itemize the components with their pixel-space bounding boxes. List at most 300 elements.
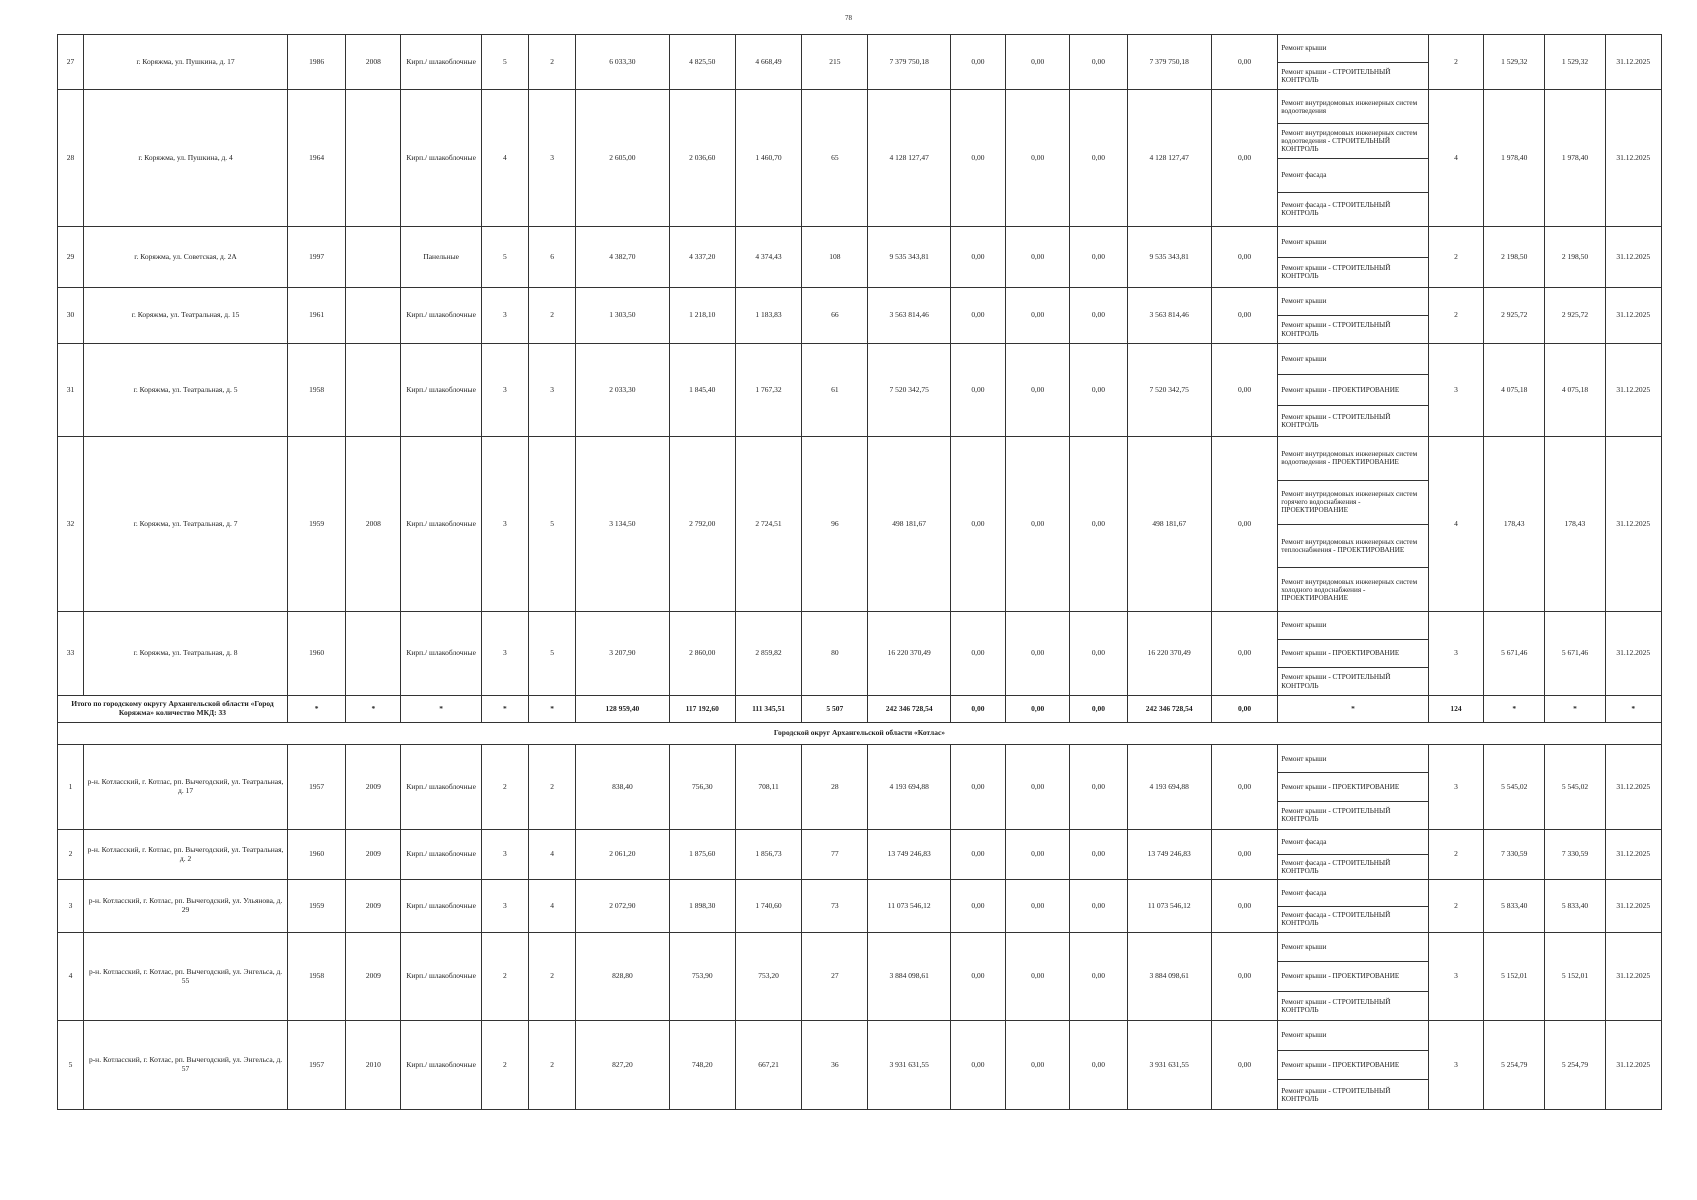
cell-floors: 3 xyxy=(481,437,528,612)
work-item: Ремонт крыши xyxy=(1278,1021,1428,1051)
cell-address: р-н. Котласский, г. Котлас, рп. Вычегодский, ул. Театральная, д. 17 xyxy=(84,745,288,830)
work-item: Ремонт крыши xyxy=(1278,288,1428,316)
cell-year-built: 1964 xyxy=(287,90,345,227)
cell-works xyxy=(1278,288,1429,344)
cell-year-built: 1961 xyxy=(287,288,345,344)
cell-year-built: 1959 xyxy=(287,880,345,933)
cell-address: г. Коряжма, ул. Театральная, д. 15 xyxy=(84,288,288,344)
cell-walls: Кирп./ шлакоблочные xyxy=(401,880,481,933)
cell-entrances: 4 xyxy=(529,830,576,880)
cell-other: 0,00 xyxy=(1211,1021,1277,1110)
cell-area-res: 1 460,70 xyxy=(735,90,801,227)
cell-area-all: 1 845,40 xyxy=(669,344,735,437)
cell-year-repair: 2009 xyxy=(346,745,401,830)
cell-area-all: 753,90 xyxy=(669,933,735,1021)
cell-people: 36 xyxy=(802,1021,868,1110)
cell-owners: 4 193 694,88 xyxy=(1127,745,1211,830)
cell-f3: 0,00 xyxy=(1070,933,1127,1021)
total-f1: 0,00 xyxy=(950,696,1005,723)
cell-floors: 3 xyxy=(481,830,528,880)
cell-date: 31.12.2025 xyxy=(1605,344,1661,437)
total-people: 5 507 xyxy=(802,696,868,723)
cell-f3: 0,00 xyxy=(1070,90,1127,227)
cell-n: 27 xyxy=(58,35,84,90)
cell-f3: 0,00 xyxy=(1070,1021,1127,1110)
cell-people: 108 xyxy=(802,227,868,288)
work-item: Ремонт крыши xyxy=(1278,344,1428,375)
cell-floors: 3 xyxy=(481,880,528,933)
cell-n: 31 xyxy=(58,344,84,437)
cell-max-cost: 7 330,59 xyxy=(1545,830,1605,880)
cell-area-res: 1 856,73 xyxy=(735,830,801,880)
cell-entrances: 2 xyxy=(529,35,576,90)
work-item: Ремонт внутридомовых инженерных систем холодного водоснабжения - ПРОЕКТИРОВАНИЕ xyxy=(1281,577,1418,602)
table-row xyxy=(58,612,1662,696)
total-other: 0,00 xyxy=(1211,696,1277,723)
total-date: * xyxy=(1605,696,1661,723)
total-year-repair: * xyxy=(346,696,401,723)
cell-address: г. Коряжма, ул. Театральная, д. 5 xyxy=(84,344,288,437)
cell-cost-total: 3 563 814,46 xyxy=(868,288,950,344)
cell-entrances: 4 xyxy=(529,880,576,933)
cell-address: г. Коряжма, ул. Пушкина, д. 17 xyxy=(84,35,288,90)
koryazhma-rows xyxy=(58,35,1662,696)
work-item: Ремонт внутридомовых инженерных систем горячего водоснабжения - ПРОЕКТИРОВАНИЕ xyxy=(1278,481,1428,525)
cell-owners: 3 884 098,61 xyxy=(1127,933,1211,1021)
cell-area-res: 1 767,32 xyxy=(735,344,801,437)
cell-walls: Кирп./ шлакоблочные xyxy=(401,344,481,437)
cell-max-cost: 1 529,32 xyxy=(1545,35,1605,90)
cell-year-built: 1957 xyxy=(287,745,345,830)
work-item: Ремонт крыши - СТРОИТЕЛЬНЫЙ КОНТРОЛЬ xyxy=(1281,321,1391,338)
cell-other: 0,00 xyxy=(1211,880,1277,933)
cell-cost-total: 3 884 098,61 xyxy=(868,933,950,1021)
cell-owners: 3 931 631,55 xyxy=(1127,1021,1211,1110)
cell-f2: 0,00 xyxy=(1006,880,1070,933)
cell-works-count: 2 xyxy=(1428,288,1483,344)
cell-people: 80 xyxy=(802,612,868,696)
cell-date: 31.12.2025 xyxy=(1605,35,1661,90)
cell-people: 77 xyxy=(802,830,868,880)
cell-area-total: 2 061,20 xyxy=(576,830,669,880)
cell-works xyxy=(1278,227,1429,288)
cell-area-total: 2 033,30 xyxy=(576,344,669,437)
cell-unit-cost: 5 152,01 xyxy=(1484,933,1545,1021)
cell-walls: Кирп./ шлакоблочные xyxy=(401,90,481,227)
cell-year-repair xyxy=(346,612,401,696)
cell-entrances: 3 xyxy=(529,90,576,227)
cell-f1: 0,00 xyxy=(950,830,1005,880)
cell-owners: 11 073 546,12 xyxy=(1127,880,1211,933)
work-item: Ремонт крыши - СТРОИТЕЛЬНЫЙ КОНТРОЛЬ xyxy=(1281,264,1391,281)
cell-floors: 3 xyxy=(481,612,528,696)
table-row xyxy=(58,35,1662,90)
cell-area-total: 1 303,50 xyxy=(576,288,669,344)
work-item: Ремонт крыши - ПРОЕКТИРОВАНИЕ xyxy=(1278,962,1428,991)
work-item: Ремонт крыши - ПРОЕКТИРОВАНИЕ xyxy=(1278,773,1428,801)
total-unit-cost: * xyxy=(1484,696,1545,723)
cell-area-res: 1 740,60 xyxy=(735,880,801,933)
cell-date: 31.12.2025 xyxy=(1605,437,1661,612)
cell-f1: 0,00 xyxy=(950,880,1005,933)
cell-address: г. Коряжма, ул. Театральная, д. 7 xyxy=(84,437,288,612)
cell-n: 30 xyxy=(58,288,84,344)
total-area-all: 117 192,60 xyxy=(669,696,735,723)
cell-max-cost: 5 152,01 xyxy=(1545,933,1605,1021)
cell-area-res: 2 724,51 xyxy=(735,437,801,612)
cell-f2: 0,00 xyxy=(1006,35,1070,90)
cell-max-cost: 5 833,40 xyxy=(1545,880,1605,933)
cell-date: 31.12.2025 xyxy=(1605,90,1661,227)
cell-year-built: 1997 xyxy=(287,227,345,288)
cell-f3: 0,00 xyxy=(1070,880,1127,933)
work-item: Ремонт крыши - СТРОИТЕЛЬНЫЙ КОНТРОЛЬ xyxy=(1281,673,1391,690)
cell-entrances: 2 xyxy=(529,288,576,344)
cell-f2: 0,00 xyxy=(1006,1021,1070,1110)
cell-f2: 0,00 xyxy=(1006,830,1070,880)
work-item: Ремонт крыши - ПРОЕКТИРОВАНИЕ xyxy=(1278,640,1428,668)
total-works-count: 124 xyxy=(1428,696,1483,723)
cell-address: р-н. Котласский, г. Котлас, рп. Вычегодский, ул. Театральная, д. 2 xyxy=(84,830,288,880)
work-item: Ремонт фасада - СТРОИТЕЛЬНЫЙ КОНТРОЛЬ xyxy=(1281,201,1391,218)
table-row xyxy=(58,227,1662,288)
work-item: Ремонт крыши - СТРОИТЕЛЬНЫЙ КОНТРОЛЬ xyxy=(1281,1086,1391,1103)
table-row xyxy=(58,745,1662,830)
work-item: Ремонт крыши - СТРОИТЕЛЬНЫЙ КОНТРОЛЬ xyxy=(1281,997,1391,1014)
cell-unit-cost: 178,43 xyxy=(1484,437,1545,612)
cell-floors: 5 xyxy=(481,35,528,90)
cell-f3: 0,00 xyxy=(1070,612,1127,696)
total-area-res: 111 345,51 xyxy=(735,696,801,723)
cell-area-total: 828,80 xyxy=(576,933,669,1021)
table-row xyxy=(58,344,1662,437)
works-list xyxy=(1278,288,1428,343)
cell-address: р-н. Котласский, г. Котлас, рп. Вычегодский, ул. Ульянова, д. 29 xyxy=(84,880,288,933)
kotlas-rows xyxy=(58,745,1662,1110)
cell-works xyxy=(1278,437,1429,612)
works-list xyxy=(1278,227,1428,287)
cell-area-all: 1 898,30 xyxy=(669,880,735,933)
cell-floors: 4 xyxy=(481,90,528,227)
cell-owners: 13 749 246,83 xyxy=(1127,830,1211,880)
cell-f3: 0,00 xyxy=(1070,437,1127,612)
cell-f3: 0,00 xyxy=(1070,830,1127,880)
work-item: Ремонт крыши - СТРОИТЕЛЬНЫЙ КОНТРОЛЬ xyxy=(1281,67,1391,84)
total-entrances: * xyxy=(529,696,576,723)
cell-other: 0,00 xyxy=(1211,437,1277,612)
section-row xyxy=(58,723,1662,745)
work-item: Ремонт фасада xyxy=(1278,159,1428,193)
cell-other: 0,00 xyxy=(1211,612,1277,696)
cell-cost-total: 16 220 370,49 xyxy=(868,612,950,696)
cell-entrances: 3 xyxy=(529,344,576,437)
cell-owners: 16 220 370,49 xyxy=(1127,612,1211,696)
cell-n: 2 xyxy=(58,830,84,880)
cell-area-total: 827,20 xyxy=(576,1021,669,1110)
cell-other: 0,00 xyxy=(1211,90,1277,227)
cell-unit-cost: 1 529,32 xyxy=(1484,35,1545,90)
cell-address: г. Коряжма, ул. Советская, д. 2А xyxy=(84,227,288,288)
work-item: Ремонт внутридомовых инженерных систем теплоснабжения - ПРОЕКТИРОВАНИЕ xyxy=(1278,525,1428,569)
cell-f1: 0,00 xyxy=(950,35,1005,90)
cell-year-built: 1958 xyxy=(287,933,345,1021)
work-item: Ремонт фасада xyxy=(1278,880,1428,907)
cell-f1: 0,00 xyxy=(950,745,1005,830)
cell-date: 31.12.2025 xyxy=(1605,288,1661,344)
cell-cost-total: 9 535 343,81 xyxy=(868,227,950,288)
table-row xyxy=(58,90,1662,227)
cell-works xyxy=(1278,35,1429,90)
cell-cost-total: 4 193 694,88 xyxy=(868,745,950,830)
cell-people: 61 xyxy=(802,344,868,437)
cell-walls: Кирп./ шлакоблочные xyxy=(401,612,481,696)
cell-works-count: 2 xyxy=(1428,830,1483,880)
cell-area-total: 3 207,90 xyxy=(576,612,669,696)
cell-n: 29 xyxy=(58,227,84,288)
cell-other: 0,00 xyxy=(1211,288,1277,344)
cell-walls: Кирп./ шлакоблочные xyxy=(401,1021,481,1110)
work-item: Ремонт внутридомовых инженерных систем водоотведения - ПРОЕКТИРОВАНИЕ xyxy=(1278,437,1428,481)
cell-n: 5 xyxy=(58,1021,84,1110)
cell-area-res: 2 859,82 xyxy=(735,612,801,696)
total-walls: * xyxy=(401,696,481,723)
total-cost: 242 346 728,54 xyxy=(868,696,950,723)
total-label: Итого по городскому округу Архангельской области «Город Коряжма» количество МКД: 33 xyxy=(58,696,288,723)
cell-cost-total: 7 379 750,18 xyxy=(868,35,950,90)
cell-owners: 498 181,67 xyxy=(1127,437,1211,612)
cell-year-repair xyxy=(346,344,401,437)
cell-other: 0,00 xyxy=(1211,344,1277,437)
cell-floors: 2 xyxy=(481,933,528,1021)
cell-cost-total: 498 181,67 xyxy=(868,437,950,612)
cell-f1: 0,00 xyxy=(950,933,1005,1021)
cell-year-repair: 2009 xyxy=(346,830,401,880)
cell-works-count: 2 xyxy=(1428,227,1483,288)
cell-cost-total: 11 073 546,12 xyxy=(868,880,950,933)
cell-area-all: 4 825,50 xyxy=(669,35,735,90)
cell-area-total: 6 033,30 xyxy=(576,35,669,90)
cell-f1: 0,00 xyxy=(950,288,1005,344)
cell-owners: 4 128 127,47 xyxy=(1127,90,1211,227)
cell-works xyxy=(1278,830,1429,880)
cell-year-built: 1957 xyxy=(287,1021,345,1110)
cell-floors: 5 xyxy=(481,227,528,288)
cell-other: 0,00 xyxy=(1211,830,1277,880)
cell-f3: 0,00 xyxy=(1070,227,1127,288)
cell-people: 27 xyxy=(802,933,868,1021)
cell-n: 4 xyxy=(58,933,84,1021)
cell-year-repair: 2009 xyxy=(346,933,401,1021)
cell-year-repair: 2010 xyxy=(346,1021,401,1110)
work-item: Ремонт внутридомовых инженерных систем водоотведения - СТРОИТЕЛЬНЫЙ КОНТРОЛЬ xyxy=(1278,124,1428,158)
cell-year-built: 1960 xyxy=(287,830,345,880)
cell-works-count: 3 xyxy=(1428,1021,1483,1110)
work-item: Ремонт крыши xyxy=(1278,745,1428,773)
cell-people: 28 xyxy=(802,745,868,830)
cell-f2: 0,00 xyxy=(1006,227,1070,288)
cell-works xyxy=(1278,612,1429,696)
cell-works-count: 4 xyxy=(1428,437,1483,612)
cell-area-total: 4 382,70 xyxy=(576,227,669,288)
cell-area-res: 4 374,43 xyxy=(735,227,801,288)
table-row xyxy=(58,880,1662,933)
cell-date: 31.12.2025 xyxy=(1605,880,1661,933)
work-item: Ремонт фасада xyxy=(1278,830,1428,855)
cell-floors: 2 xyxy=(481,745,528,830)
works-list xyxy=(1278,933,1428,1020)
cell-area-all: 2 036,60 xyxy=(669,90,735,227)
work-item: Ремонт крыши xyxy=(1278,612,1428,640)
cell-f3: 0,00 xyxy=(1070,745,1127,830)
cell-year-repair: 2008 xyxy=(346,35,401,90)
works-list xyxy=(1278,35,1428,89)
cell-area-all: 2 860,00 xyxy=(669,612,735,696)
cell-max-cost: 5 671,46 xyxy=(1545,612,1605,696)
cell-f2: 0,00 xyxy=(1006,437,1070,612)
cell-f2: 0,00 xyxy=(1006,344,1070,437)
cell-area-total: 2 072,90 xyxy=(576,880,669,933)
cell-walls: Кирп./ шлакоблочные xyxy=(401,745,481,830)
cell-entrances: 2 xyxy=(529,1021,576,1110)
cell-max-cost: 2 925,72 xyxy=(1545,288,1605,344)
work-item: Ремонт фасада - СТРОИТЕЛЬНЫЙ КОНТРОЛЬ xyxy=(1281,858,1391,875)
cell-walls: Кирп./ шлакоблочные xyxy=(401,437,481,612)
work-item: Ремонт крыши - ПРОЕКТИРОВАНИЕ xyxy=(1278,375,1428,406)
cell-date: 31.12.2025 xyxy=(1605,830,1661,880)
cell-date: 31.12.2025 xyxy=(1605,1021,1661,1110)
cell-year-repair xyxy=(346,90,401,227)
cell-unit-cost: 5 833,40 xyxy=(1484,880,1545,933)
cell-max-cost: 1 978,40 xyxy=(1545,90,1605,227)
cell-max-cost: 2 198,50 xyxy=(1545,227,1605,288)
cell-cost-total: 4 128 127,47 xyxy=(868,90,950,227)
cell-people: 215 xyxy=(802,35,868,90)
cell-f2: 0,00 xyxy=(1006,288,1070,344)
cell-address: р-н. Котласский, г. Котлас, рп. Вычегодский, ул. Энгельса, д. 57 xyxy=(84,1021,288,1110)
cell-date: 31.12.2025 xyxy=(1605,612,1661,696)
cell-owners: 3 563 814,46 xyxy=(1127,288,1211,344)
cell-entrances: 2 xyxy=(529,745,576,830)
cell-year-built: 1959 xyxy=(287,437,345,612)
work-item: Ремонт фасада - СТРОИТЕЛЬНЫЙ КОНТРОЛЬ xyxy=(1281,911,1391,928)
cell-works-count: 3 xyxy=(1428,612,1483,696)
cell-people: 66 xyxy=(802,288,868,344)
works-list xyxy=(1278,90,1428,226)
cell-f1: 0,00 xyxy=(950,344,1005,437)
table-row xyxy=(58,1021,1662,1110)
table-row xyxy=(58,288,1662,344)
cell-year-built: 1958 xyxy=(287,344,345,437)
cell-cost-total: 13 749 246,83 xyxy=(868,830,950,880)
section-title: Городской округ Архангельской области «Котлас» xyxy=(58,723,1662,745)
total-works: * xyxy=(1278,696,1429,723)
cell-unit-cost: 5 254,79 xyxy=(1484,1021,1545,1110)
table-row xyxy=(58,830,1662,880)
cell-cost-total: 7 520 342,75 xyxy=(868,344,950,437)
cell-area-all: 1 875,60 xyxy=(669,830,735,880)
cell-works xyxy=(1278,90,1429,227)
cell-walls: Кирп./ шлакоблочные xyxy=(401,830,481,880)
cell-f2: 0,00 xyxy=(1006,933,1070,1021)
cell-area-res: 667,21 xyxy=(735,1021,801,1110)
cell-n: 33 xyxy=(58,612,84,696)
cell-area-all: 748,20 xyxy=(669,1021,735,1110)
cell-owners: 7 520 342,75 xyxy=(1127,344,1211,437)
cell-f1: 0,00 xyxy=(950,612,1005,696)
total-f3: 0,00 xyxy=(1070,696,1127,723)
cell-unit-cost: 2 925,72 xyxy=(1484,288,1545,344)
total-floors: * xyxy=(481,696,528,723)
works-list xyxy=(1278,1021,1428,1109)
cell-works-count: 2 xyxy=(1428,880,1483,933)
cell-area-res: 708,11 xyxy=(735,745,801,830)
work-item: Ремонт крыши - СТРОИТЕЛЬНЫЙ КОНТРОЛЬ xyxy=(1281,807,1391,824)
cell-f1: 0,00 xyxy=(950,1021,1005,1110)
cell-works xyxy=(1278,344,1429,437)
cell-n: 32 xyxy=(58,437,84,612)
cell-entrances: 6 xyxy=(529,227,576,288)
cell-owners: 7 379 750,18 xyxy=(1127,35,1211,90)
cell-unit-cost: 4 075,18 xyxy=(1484,344,1545,437)
cell-max-cost: 5 545,02 xyxy=(1545,745,1605,830)
cell-n: 3 xyxy=(58,880,84,933)
cell-walls: Панельные xyxy=(401,227,481,288)
cell-works-count: 3 xyxy=(1428,933,1483,1021)
cell-area-res: 753,20 xyxy=(735,933,801,1021)
cell-max-cost: 4 075,18 xyxy=(1545,344,1605,437)
total-owners: 242 346 728,54 xyxy=(1127,696,1211,723)
cell-works xyxy=(1278,933,1429,1021)
cell-people: 73 xyxy=(802,880,868,933)
cell-entrances: 2 xyxy=(529,933,576,1021)
cell-address: г. Коряжма, ул. Пушкина, д. 4 xyxy=(84,90,288,227)
work-item: Ремонт крыши xyxy=(1278,933,1428,962)
cell-other: 0,00 xyxy=(1211,35,1277,90)
cell-works xyxy=(1278,1021,1429,1110)
cell-f1: 0,00 xyxy=(950,437,1005,612)
cell-f3: 0,00 xyxy=(1070,35,1127,90)
cell-area-res: 4 668,49 xyxy=(735,35,801,90)
cell-entrances: 5 xyxy=(529,437,576,612)
work-item: Ремонт крыши xyxy=(1278,227,1428,258)
cell-works-count: 3 xyxy=(1428,344,1483,437)
cell-walls: Кирп./ шлакоблочные xyxy=(401,288,481,344)
works-list xyxy=(1278,830,1428,879)
cell-people: 96 xyxy=(802,437,868,612)
cell-cost-total: 3 931 631,55 xyxy=(868,1021,950,1110)
cell-year-repair: 2009 xyxy=(346,880,401,933)
cell-works-count: 2 xyxy=(1428,35,1483,90)
cell-other: 0,00 xyxy=(1211,933,1277,1021)
cell-owners: 9 535 343,81 xyxy=(1127,227,1211,288)
cell-f1: 0,00 xyxy=(950,90,1005,227)
cell-max-cost: 5 254,79 xyxy=(1545,1021,1605,1110)
cell-f2: 0,00 xyxy=(1006,90,1070,227)
works-list xyxy=(1278,437,1428,611)
cell-unit-cost: 5 671,46 xyxy=(1484,612,1545,696)
cell-f3: 0,00 xyxy=(1070,288,1127,344)
works-list xyxy=(1278,344,1428,436)
total-row xyxy=(58,696,1662,723)
cell-year-repair xyxy=(346,227,401,288)
cell-walls: Кирп./ шлакоблочные xyxy=(401,35,481,90)
cell-floors: 2 xyxy=(481,1021,528,1110)
cell-max-cost: 178,43 xyxy=(1545,437,1605,612)
cell-area-all: 756,30 xyxy=(669,745,735,830)
cell-area-all: 2 792,00 xyxy=(669,437,735,612)
cell-address: г. Коряжма, ул. Театральная, д. 8 xyxy=(84,612,288,696)
cell-unit-cost: 2 198,50 xyxy=(1484,227,1545,288)
